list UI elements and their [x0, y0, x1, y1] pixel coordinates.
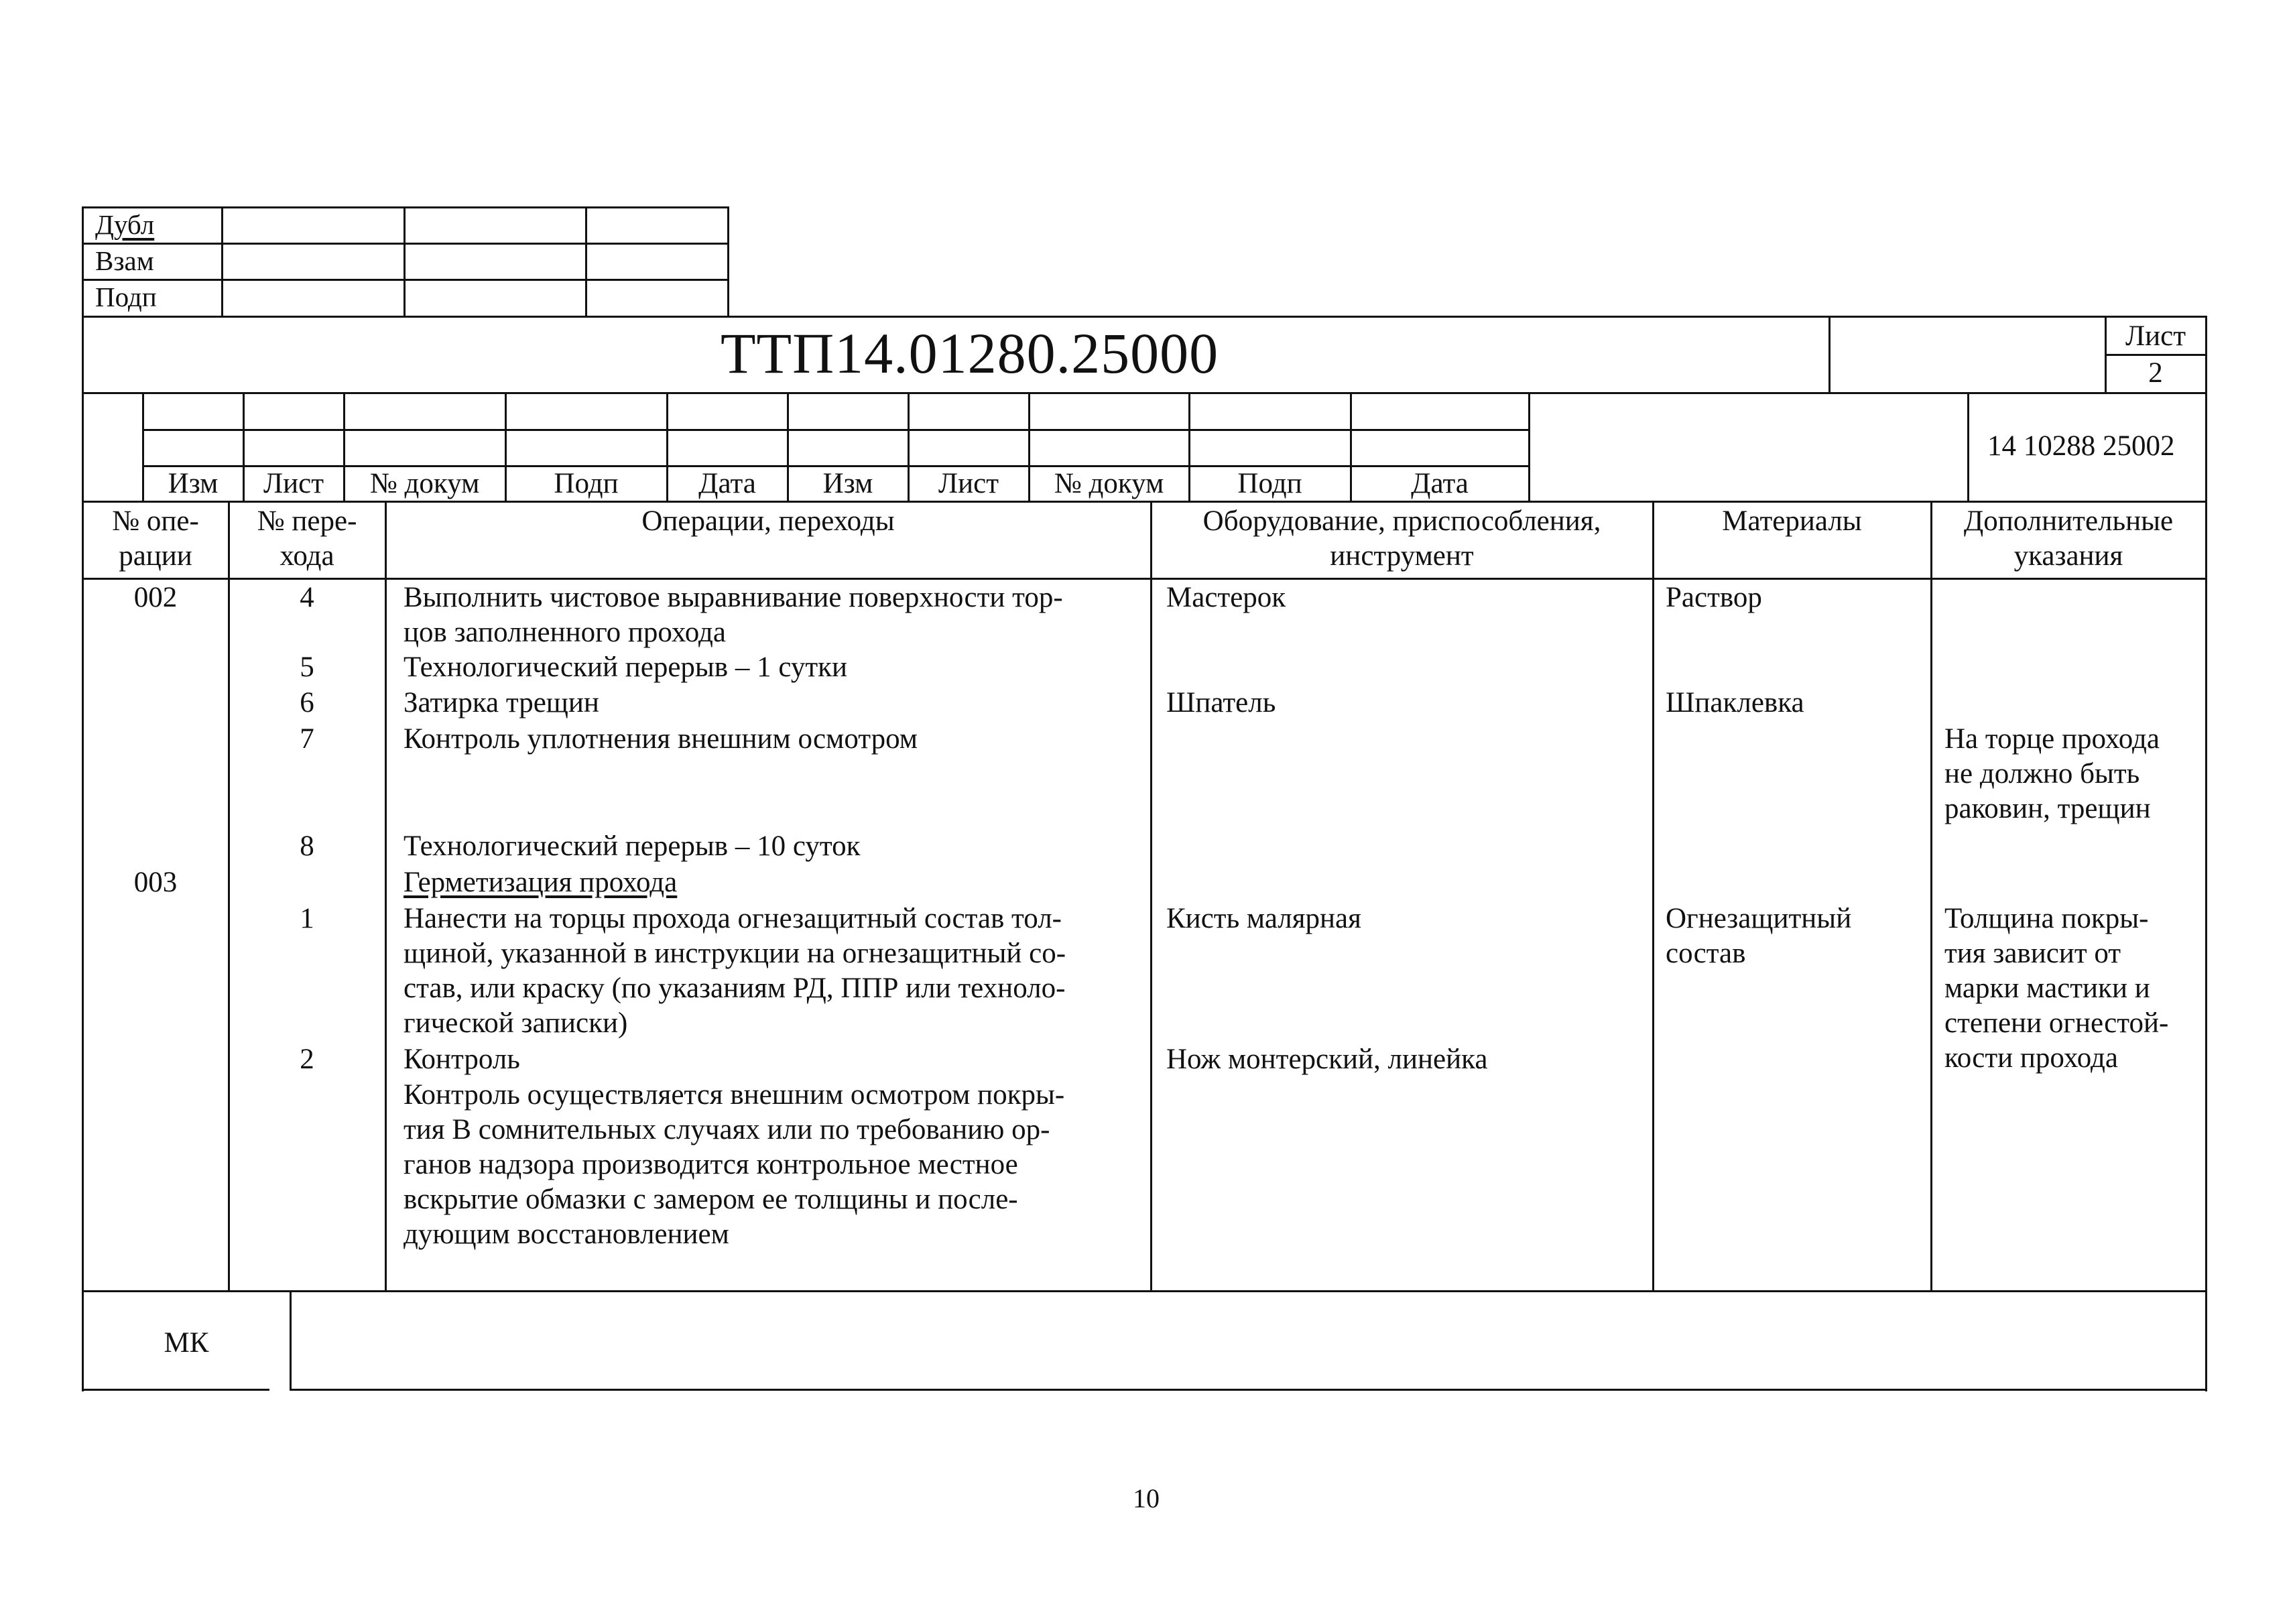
header-transition-no: № пере- хода [257, 505, 357, 572]
operation-text: Затирка трещин [404, 687, 599, 719]
materials-cell: Шпаклевка [1666, 687, 1804, 719]
operation-text: Технологический перерыв – 10 суток [404, 830, 861, 862]
operation-text: Технологический перерыв – 1 сутки [404, 651, 848, 683]
equipment-cell: Мастерок [1166, 582, 1286, 613]
header-equipment: Оборудование, приспособления, инструмент [1202, 505, 1601, 572]
operation-title: Герметизация прохода [404, 867, 678, 898]
rev-header-dokum-2: № докум [1054, 468, 1164, 499]
header-materials: Материалы [1722, 505, 1862, 537]
notes-cell: На торце прохода не должно быть раковин, трещин [1944, 723, 2160, 824]
sheet-number: 2 [2148, 357, 2163, 389]
header-notes: Дополнительные указания [1963, 505, 2174, 572]
page-number: 10 [1133, 1483, 1160, 1513]
stamp-label-podp: Подп [95, 282, 157, 312]
transition-number: 6 [300, 687, 314, 719]
transition-number: 7 [300, 723, 314, 755]
card-code: 14 10288 25002 [1987, 430, 2175, 462]
rev-header-podp-2: Подп [1237, 468, 1302, 499]
notes-cell: Толщина покры- тия зависит от марки мастики и степени огнестой- кости прохода [1944, 903, 2169, 1074]
sheet-label: Лист [2125, 320, 2186, 352]
stamp-label-dubl: Дубл [95, 209, 155, 240]
transition-number: 5 [300, 651, 314, 683]
transition-number: 2 [300, 1044, 314, 1075]
transition-number: 4 [300, 582, 314, 613]
materials-cell: Раствор [1666, 582, 1762, 613]
operation-text: Выполнить чистовое выравнивание поверхности тор- цов заполненного прохода [404, 582, 1063, 648]
rev-header-list-2: Лист [938, 468, 999, 499]
header-operation-no: № опе- рации [112, 505, 199, 572]
document-code: ТТП14.01280.25000 [721, 321, 1219, 385]
rev-header-dokum: № докум [369, 468, 480, 499]
stamp-label-vzam: Взам [95, 245, 154, 276]
equipment-cell: Шпатель [1166, 687, 1276, 719]
operation-number: 002 [133, 582, 178, 613]
materials-cell: Огнезащитный состав [1666, 903, 1852, 969]
equipment-cell: Кисть малярная [1166, 903, 1361, 934]
rev-header-list: Лист [263, 468, 324, 499]
header-operations: Операции, переходы [641, 505, 895, 537]
equipment-cell: Нож монтерский, линейка [1166, 1044, 1488, 1075]
operation-text: Контроль осуществляется внешним осмотром покры- тия В сомнительных случаях или по требованию ор- ганов надзора производится контрольное местное вскрытие обмазки с замером ее толщины и после- дующим восстановлением [404, 1079, 1065, 1250]
form-code: МК [164, 1327, 209, 1359]
operation-text: Контроль уплотнения внешним осмотром [404, 723, 918, 755]
transition-number: 1 [300, 903, 314, 934]
rev-header-izm: Изм [168, 468, 219, 499]
operation-text: Контроль [404, 1044, 520, 1075]
rev-header-izm-2: Изм [822, 468, 873, 499]
operation-text: Нанести на торцы прохода огнезащитный состав тол- щиной, указанной в инструкции на огнезащитный со- став, или краску (по указаниям РД, ППР или техноло- гической записки) [404, 903, 1066, 1039]
rev-header-podp: Подп [554, 468, 619, 499]
transition-number: 8 [300, 830, 314, 862]
rev-header-data: Дата [698, 468, 756, 499]
operation-number: 003 [133, 867, 178, 898]
rev-header-data-2: Дата [1411, 468, 1469, 499]
